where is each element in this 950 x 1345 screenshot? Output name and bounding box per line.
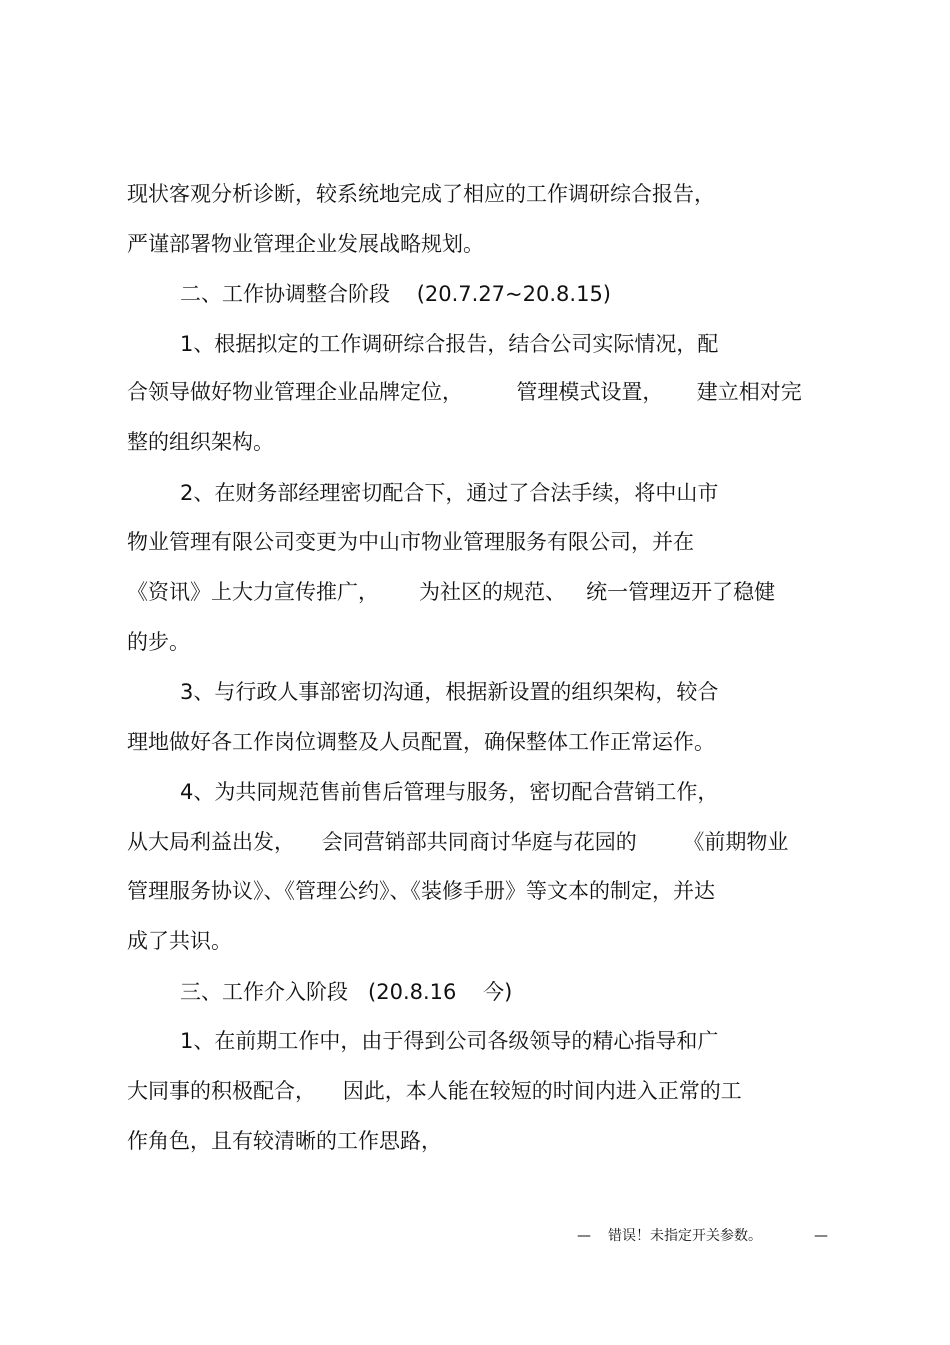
footer-dash-left: —: [577, 1228, 591, 1244]
text-line: 3、与行政人事部密切沟通，根据新设置的组织架构，较合: [180, 680, 719, 704]
text-line: 严谨部署物业管理企业发展战略规划。: [127, 232, 484, 256]
footer-dash-right: —: [814, 1228, 828, 1244]
footer-text: 错误！未指定开关参数。: [608, 1228, 762, 1244]
text-line: 大同事的积极配合， 因此，本人能在较短的时间内进入正常的工: [127, 1079, 742, 1103]
text-line: 二、工作协调整合阶段 (20.7.27~20.8.15): [180, 282, 611, 306]
text-line: 的步。: [127, 630, 190, 654]
text-line: 合领导做好物业管理企业品牌定位， 管理模式设置， 建立相对完: [127, 380, 802, 404]
text-line: 从大局利益出发， 会同营销部共同商讨华庭与花园的 《前期物业: [127, 830, 789, 854]
text-line: 1、在前期工作中，由于得到公司各级领导的精心指导和广: [180, 1029, 719, 1053]
text-line: 物业管理有限公司变更为中山市物业管理服务有限公司，并在: [127, 530, 694, 554]
text-line: 1、根据拟定的工作调研综合报告，结合公司实际情况，配: [180, 332, 719, 356]
text-line: 《资讯》上大力宣传推广， 为社区的规范、 统一管理迈开了稳健: [127, 580, 776, 604]
text-line: 理地做好各工作岗位调整及人员配置，确保整体工作正常运作。: [127, 730, 715, 754]
text-line: 4、为共同规范售前售后管理与服务，密切配合营销工作，: [180, 780, 719, 804]
text-line: 管理服务协议》、《管理公约》、《装修手册》等文本的制定，并达: [127, 879, 715, 903]
text-line: 作角色，且有较清晰的工作思路，: [127, 1129, 442, 1153]
text-line: 三、工作介入阶段 (20.8.16 今): [180, 980, 513, 1004]
text-line: 现状客观分析诊断，较系统地完成了相应的工作调研综合报告，: [127, 182, 715, 206]
page-footer: [0, 1222, 950, 1250]
text-line: 2、在财务部经理密切配合下，通过了合法手续，将中山市: [180, 481, 719, 505]
text-line: 整的组织架构。: [127, 430, 274, 454]
text-line: 成了共识。: [127, 929, 232, 953]
